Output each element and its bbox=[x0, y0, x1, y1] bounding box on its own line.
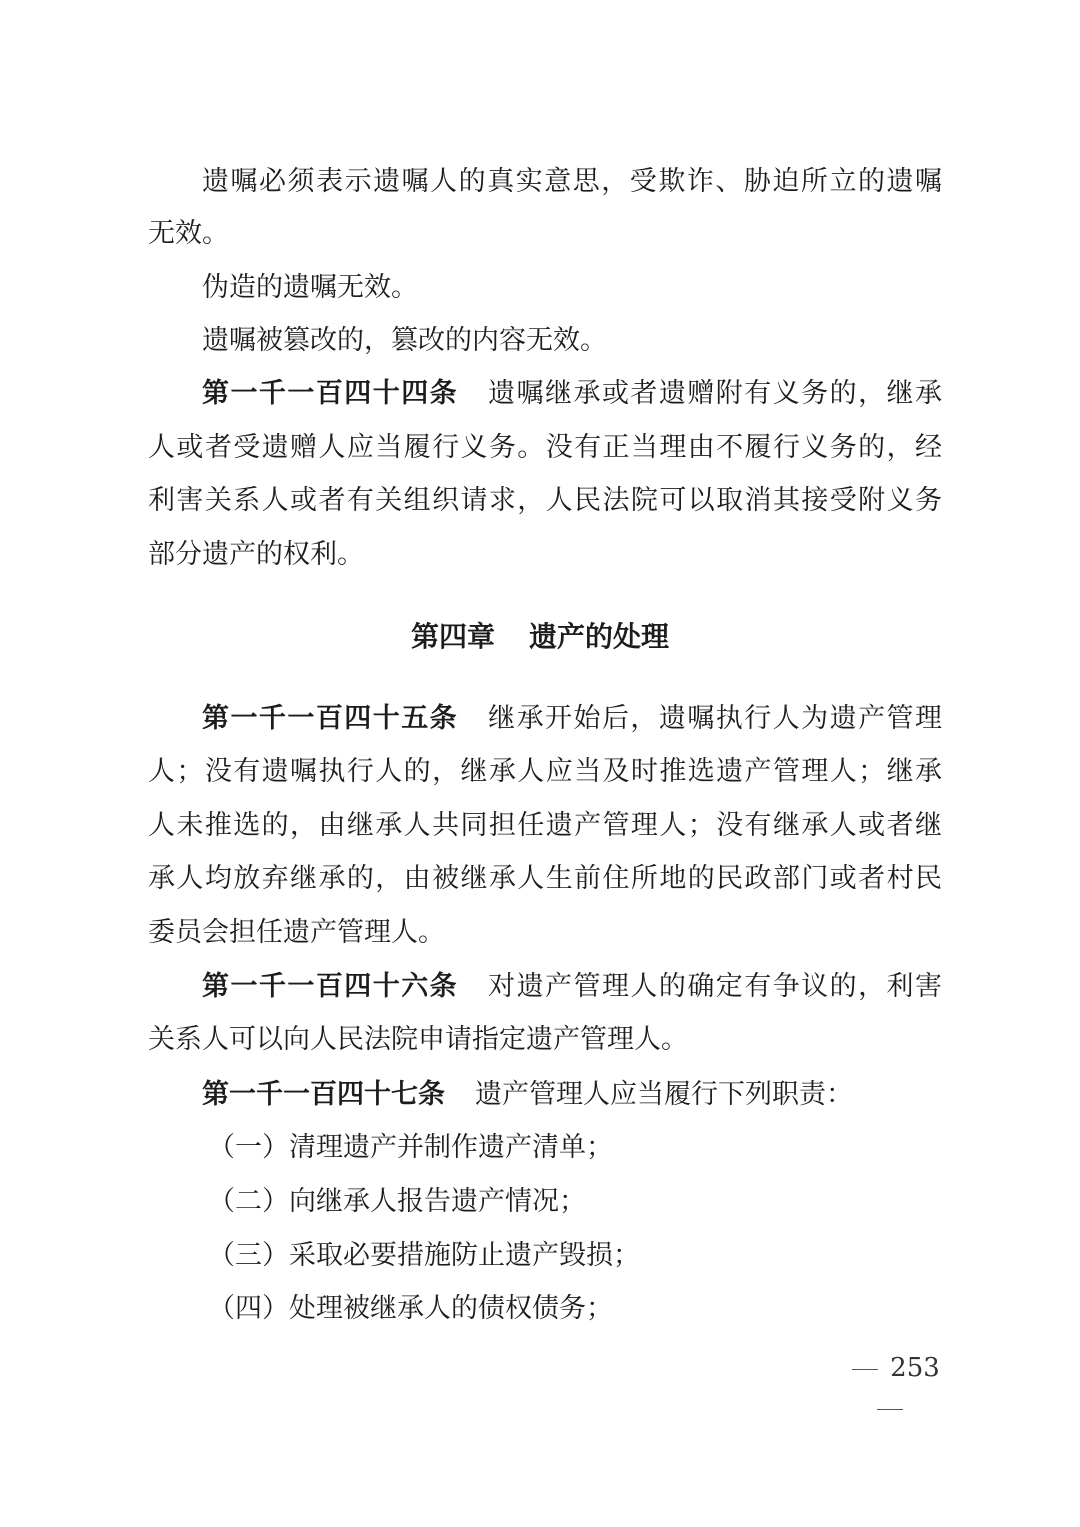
paragraph-line: 委员会担任遗产管理人。 bbox=[148, 917, 445, 948]
paragraph-line: 人；没有遗嘱执行人的，继承人应当及时推选遗产管理人；继承 bbox=[148, 756, 942, 787]
paragraph-line: 伪造的遗嘱无效。 bbox=[202, 272, 418, 303]
article-heading: 第一千一百四十七条 bbox=[202, 1079, 445, 1110]
paragraph-line: 无效。 bbox=[148, 218, 229, 249]
paragraph-line: 遗嘱必须表示遗嘱人的真实意思，受欺诈、胁迫所立的遗嘱 bbox=[202, 166, 942, 197]
paragraph-line: 关系人可以向人民法院申请指定遗产管理人。 bbox=[148, 1024, 688, 1055]
paragraph-line: 部分遗产的权利。 bbox=[148, 539, 364, 570]
paragraph-line: 利害关系人或者有关组织请求，人民法院可以取消其接受附义务 bbox=[148, 485, 942, 516]
article-1144-first-line bbox=[202, 374, 942, 414]
chapter-title: 遗产的处理 bbox=[529, 620, 670, 653]
paragraph-line: 人未推选的，由继承人共同担任遗产管理人；没有继承人或者继 bbox=[148, 810, 942, 841]
article-text: 遗产管理人应当履行下列职责： bbox=[475, 1079, 853, 1110]
article-heading: 第一千一百四十五条 bbox=[202, 703, 459, 734]
article-text: 遗嘱继承或者遗赠附有义务的，继承 bbox=[488, 378, 942, 409]
article-1147-first-line bbox=[202, 1075, 942, 1115]
article-1146-first-line bbox=[202, 967, 942, 1007]
article-text: 继承开始后，遗嘱执行人为遗产管理 bbox=[488, 703, 942, 734]
paragraph-line: 人或者受遗赠人应当履行义务。没有正当理由不履行义务的，经 bbox=[148, 432, 942, 463]
list-item: （三）采取必要措施防止遗产毁损； bbox=[208, 1240, 640, 1271]
page-number-value: 253 bbox=[890, 1353, 940, 1383]
paragraph-line: 遗嘱被篡改的，篡改的内容无效。 bbox=[202, 325, 607, 356]
paragraph-line: 承人均放弃继承的，由被继承人生前住所地的民政部门或者村民 bbox=[148, 863, 942, 894]
page-number bbox=[820, 1348, 960, 1428]
chapter-number: 第四章 bbox=[410, 620, 495, 653]
list-item: （一）清理遗产并制作遗产清单； bbox=[208, 1132, 613, 1163]
list-item: （二）向继承人报告遗产情况； bbox=[208, 1186, 586, 1217]
page-number-left-dash bbox=[852, 1369, 878, 1370]
article-1145-first-line bbox=[202, 699, 942, 739]
page-number-right-dash bbox=[877, 1409, 903, 1410]
chapter-heading bbox=[0, 617, 1080, 657]
article-text: 对遗产管理人的确定有争议的，利害 bbox=[488, 971, 942, 1002]
list-item: （四）处理被继承人的债权债务； bbox=[208, 1293, 613, 1324]
article-heading: 第一千一百四十六条 bbox=[202, 971, 459, 1002]
article-heading: 第一千一百四十四条 bbox=[202, 378, 459, 409]
